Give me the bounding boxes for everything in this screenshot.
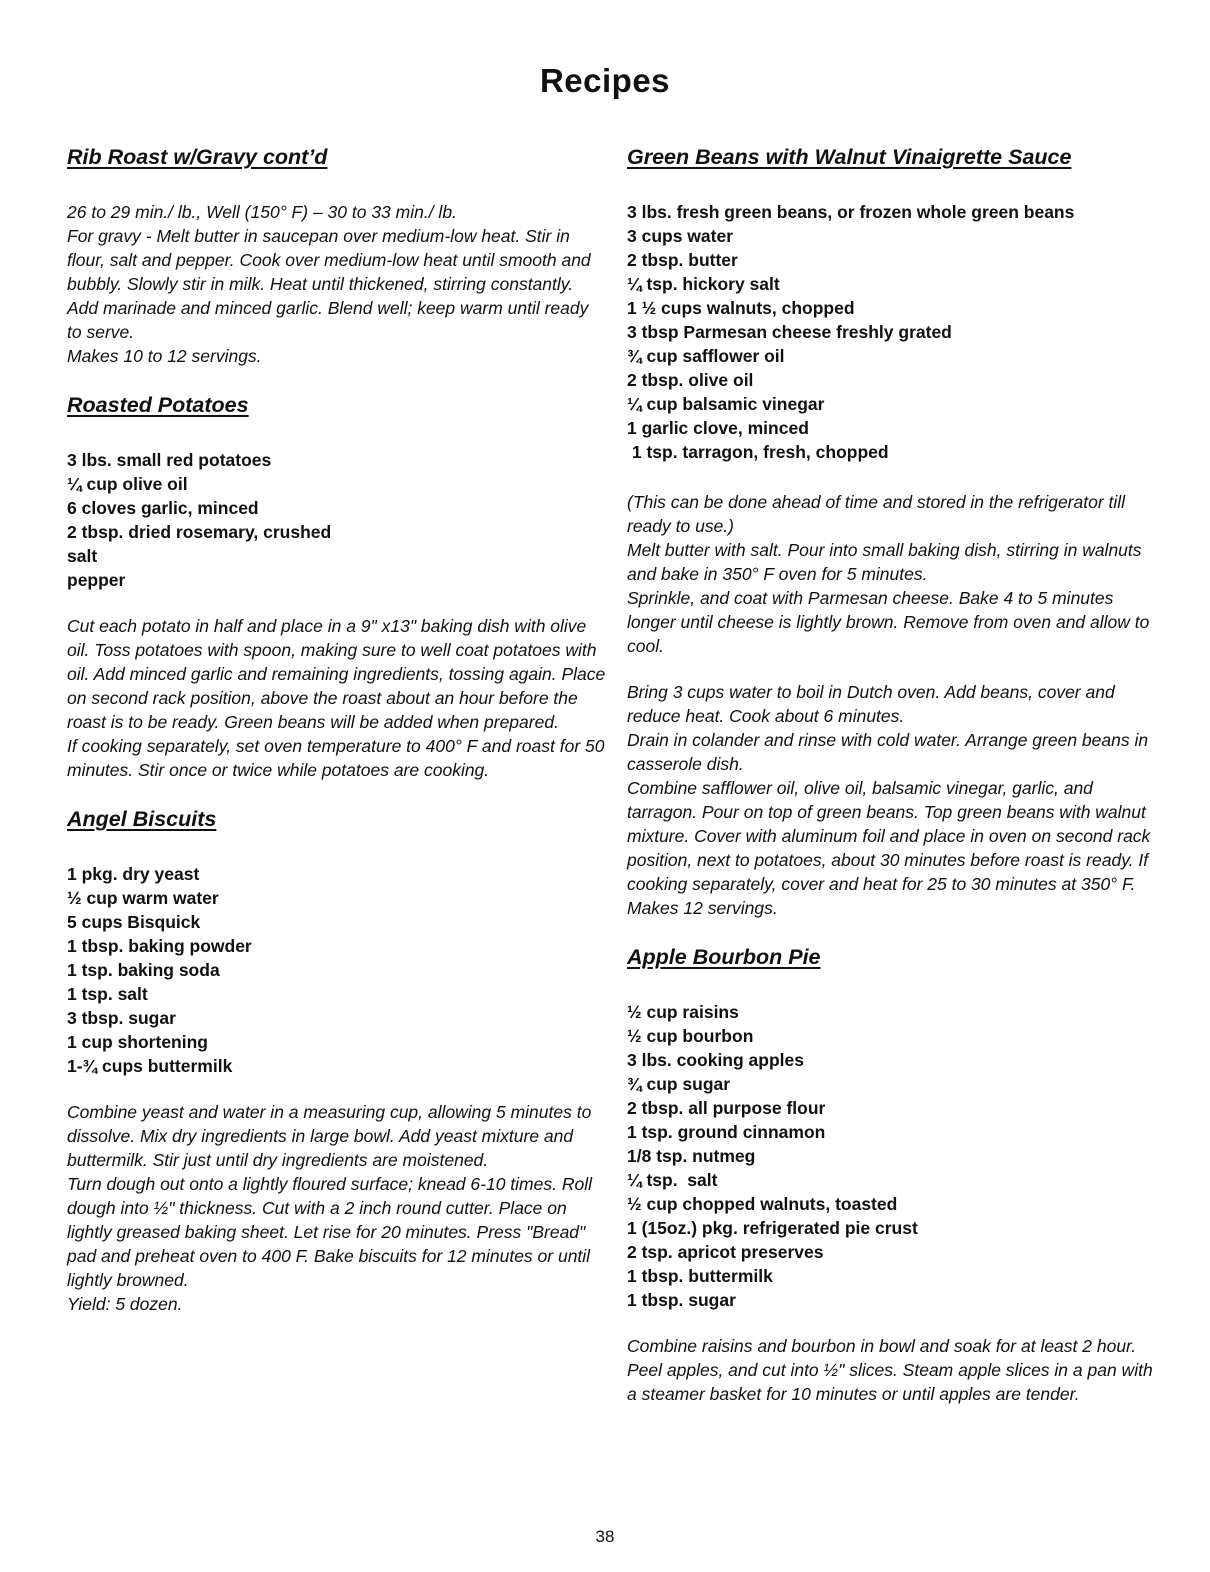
ingredient-item: ¼ cup olive oil <box>67 474 188 494</box>
ingredient-item: pepper <box>67 570 126 590</box>
ingredient-list <box>627 200 1157 464</box>
recipe-roasted-potatoes <box>67 388 607 782</box>
ingredient-item: 1/8 tsp. nutmeg <box>627 1146 756 1166</box>
recipe-paragraph: Yield: 5 dozen. <box>67 1294 183 1314</box>
ingredient-item: 3 tbsp Parmesan cheese freshly grated <box>627 322 952 342</box>
ingredient-item: 1 tbsp. baking powder <box>67 936 252 956</box>
recipe-paragraph: For gravy - Melt butter in saucepan over medium-low heat. Stir in flour, salt and pepper. Cook over medium-low heat until smooth and bubbly. Slowly stir in milk. Heat until thickened, stirring constantly. Add marinade and minced garlic. Blend well; keep warm until ready to serve. <box>67 226 591 342</box>
recipe-paragraph: Combine safflower oil, olive oil, balsamic vinegar, garlic, and tarragon. Pour on top of green beans. Top green beans with walnut mixture. Cover with aluminum foil and place in oven on second rack position, next to potatoes, about 30 minutes before roast is ready. If cooking separately, cover and heat for 25 to 30 minutes at 350° F. Makes 12 servings. <box>627 778 1151 918</box>
recipe-paragraph: Combine raisins and bourbon in bowl and soak for at least 2 hour. Peel apples, and cut into ½" slices. Steam apple slices in a pan with a steamer basket for 10 minutes or until apples are tender. <box>627 1336 1153 1404</box>
recipe-paragraph: 26 to 29 min./ lb., Well (150° F) – 30 to 33 min./ lb. <box>67 202 457 222</box>
ingredient-item: 5 cups Bisquick <box>67 912 201 932</box>
recipe-rib-roast <box>67 140 607 368</box>
recipe-paragraph: Turn dough out onto a lightly floured surface; knead 6-10 times. Roll dough into ½" thickness. Cut with a 2 inch round cutter. Place on lightly greased baking sheet. Let rise for 20 minutes. Press "Bread" pad and preheat oven to 400 F. Bake biscuits for 12 minutes or until lightly browned. <box>67 1174 592 1290</box>
ingredient-item: 1 ½ cups walnuts, chopped <box>627 298 855 318</box>
ingredient-item: 3 lbs. small red potatoes <box>67 450 272 470</box>
ingredient-item: 1 (15oz.) pkg. refrigerated pie crust <box>627 1218 918 1238</box>
recipe-title: Roasted Potatoes <box>67 393 249 417</box>
ingredient-item: 3 cups water <box>627 226 734 246</box>
ingredient-item: 2 tbsp. all purpose flour <box>627 1098 826 1118</box>
ingredient-item: 3 lbs. fresh green beans, or frozen whole green beans <box>627 202 1075 222</box>
ingredient-item: 1 tsp. salt <box>67 984 148 1004</box>
ingredient-item: 1 cup shortening <box>67 1032 208 1052</box>
page-number: 38 <box>595 1527 615 1546</box>
left-column <box>67 140 607 1338</box>
ingredient-item: ½ cup warm water <box>67 888 219 908</box>
ingredient-item: 1 garlic clove, minced <box>627 418 809 438</box>
ingredient-item: 1-¾ cups buttermilk <box>67 1056 233 1076</box>
recipe-apple-bourbon-pie <box>627 940 1157 1406</box>
recipe-paragraph: Combine yeast and water in a measuring cup, allowing 5 minutes to dissolve. Mix dry ingredients in large bowl. Add yeast mixture and buttermilk. Stir just until dry ingredients are moistened. <box>67 1102 592 1170</box>
ingredient-item: 2 tsp. apricot preserves <box>627 1242 824 1262</box>
ingredient-list <box>67 448 607 592</box>
ingredient-item: 2 tbsp. butter <box>627 250 738 270</box>
ingredient-item: 6 cloves garlic, minced <box>67 498 259 518</box>
ingredient-item: 1 tbsp. buttermilk <box>627 1266 773 1286</box>
right-column <box>627 140 1157 1428</box>
ingredient-item: salt <box>67 546 98 566</box>
recipe-paragraph: If cooking separately, set oven temperature to 400° F and roast for 50 minutes. Stir once or twice while potatoes are cooking. <box>67 736 605 780</box>
ingredient-list <box>67 862 607 1078</box>
ingredient-item: ½ cup chopped walnuts, toasted <box>627 1194 898 1214</box>
recipe-title: Apple Bourbon Pie <box>627 945 821 969</box>
ingredient-item: 1 tsp. ground cinnamon <box>627 1122 826 1142</box>
ingredient-item: ¼ cup balsamic vinegar <box>627 394 825 414</box>
ingredient-item: 1 pkg. dry yeast <box>67 864 200 884</box>
recipe-paragraph: Makes 10 to 12 servings. <box>67 346 262 366</box>
recipe-paragraph: Cut each potato in half and place in a 9" x13" baking dish with olive oil. Toss potatoes with spoon, making sure to well coat potatoes with oil. Add minced garlic and remaining ingredients, tossing again. Place on second rack position, above the roast about an hour before the roast is to be ready. Green beans will be added when prepared. <box>67 616 606 732</box>
ingredient-item: 3 tbsp. sugar <box>67 1008 176 1028</box>
ingredient-item: 1 tbsp. sugar <box>627 1290 736 1310</box>
recipe-angel-biscuits <box>67 802 607 1316</box>
recipe-paragraph: (This can be done ahead of time and stored in the refrigerator till ready to use.) <box>627 492 1126 536</box>
ingredient-item: 2 tbsp. dried rosemary, crushed <box>67 522 332 542</box>
ingredient-item: 2 tbsp. olive oil <box>627 370 754 390</box>
ingredient-list <box>627 1000 1157 1312</box>
ingredient-item: 3 lbs. cooking apples <box>627 1050 804 1070</box>
ingredient-item: ¾ cup safflower oil <box>627 346 785 366</box>
ingredient-item: 1 tsp. tarragon, fresh, chopped <box>627 442 889 462</box>
ingredient-item: ½ cup raisins <box>627 1002 739 1022</box>
ingredient-item: ½ cup bourbon <box>627 1026 754 1046</box>
recipe-paragraph: Sprinkle, and coat with Parmesan cheese. Bake 4 to 5 minutes longer until cheese is lightly brown. Remove from oven and allow to cool. <box>627 588 1150 656</box>
recipe-paragraph: Drain in colander and rinse with cold water. Arrange green beans in casserole dish. <box>627 730 1149 774</box>
recipe-green-beans <box>627 140 1157 920</box>
recipe-paragraph: Melt butter with salt. Pour into small baking dish, stirring in walnuts and bake in 350° F oven for 5 minutes. <box>627 540 1142 584</box>
recipe-title: Green Beans with Walnut Vinaigrette Sauce <box>627 145 1072 169</box>
ingredient-item: ¾ cup sugar <box>627 1074 731 1094</box>
ingredient-item: ¼ tsp. salt <box>627 1170 718 1190</box>
recipe-title: Rib Roast w/Gravy cont’d <box>67 145 328 169</box>
recipe-title: Angel Biscuits <box>67 807 217 831</box>
ingredient-item: ¼ tsp. hickory salt <box>627 274 780 294</box>
recipe-paragraph: Bring 3 cups water to boil in Dutch oven. Add beans, cover and reduce heat. Cook about 6 minutes. <box>627 682 1115 726</box>
ingredient-item: 1 tsp. baking soda <box>67 960 220 980</box>
page-title: Recipes <box>539 62 671 99</box>
